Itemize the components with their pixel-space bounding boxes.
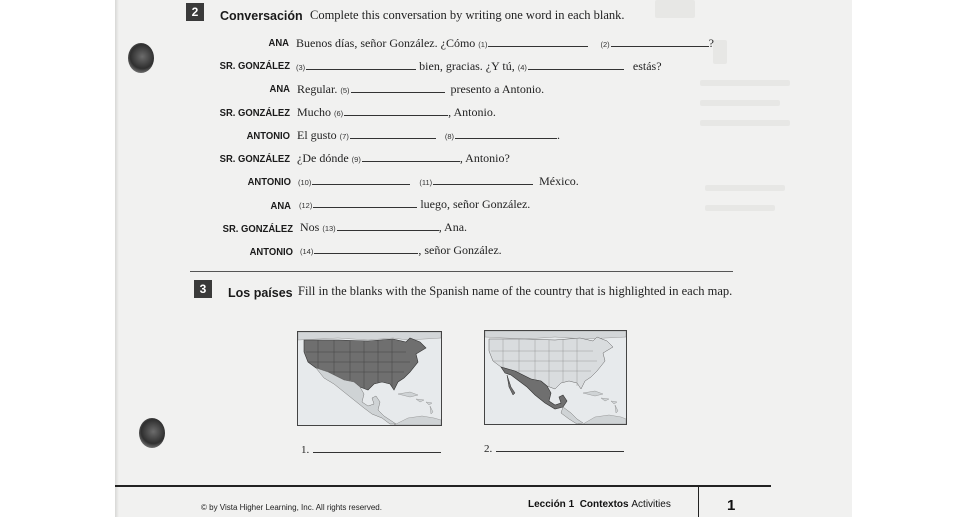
map-answer-2 — [484, 442, 624, 455]
line-text: Nos — [300, 220, 320, 234]
line-text: México. — [539, 174, 579, 188]
copyright-notice: © by Vista Higher Learning, Inc. All rights reserved. — [201, 503, 382, 512]
blank-number: (4) — [517, 63, 527, 72]
answer-blank[interactable] — [528, 59, 624, 70]
answer-number: 1. — [301, 444, 310, 456]
workbook-page — [115, 0, 852, 517]
line-text: Buenos días, señor González. ¿Cómo — [296, 36, 476, 50]
map-answer-1 — [301, 443, 441, 456]
activity-number-badge: 2 — [186, 3, 204, 21]
line-text: ¿De dónde — [297, 151, 349, 165]
answer-blank[interactable] — [362, 151, 460, 162]
bleed-through-mark — [713, 40, 727, 64]
answer-blank[interactable] — [350, 128, 436, 139]
answer-blank[interactable] — [313, 443, 441, 453]
line-text: bien, gracias. ¿Y tú, — [419, 59, 515, 73]
speaker-label: ANTONIO — [247, 176, 291, 188]
activity-instructions: Fill in the blanks with the Spanish name of the country that is highlighted in each map. — [298, 284, 733, 298]
blank-number: (5) — [340, 86, 350, 95]
conversation-line — [297, 105, 496, 120]
section-label: Contextos — [579, 499, 629, 510]
blank-number: (7) — [339, 132, 349, 141]
page-number: 1 — [727, 497, 736, 514]
answer-blank[interactable] — [611, 36, 709, 47]
answer-number: 2. — [484, 443, 493, 455]
answer-blank[interactable] — [488, 36, 588, 47]
map-united-states — [297, 331, 442, 426]
speaker-label: SR. GONZÁLEZ — [222, 223, 293, 235]
blank-number: (12) — [299, 201, 313, 210]
blank-number: (9) — [351, 155, 361, 164]
line-text: , Antonio? — [459, 151, 510, 165]
blank-number: (1) — [478, 40, 488, 49]
blank-number: (3) — [296, 63, 306, 72]
binder-hole — [139, 418, 165, 448]
answer-blank[interactable] — [455, 128, 557, 139]
bleed-through-mark — [700, 120, 790, 126]
conversation-line — [300, 220, 467, 235]
answer-blank[interactable] — [344, 105, 448, 116]
speaker-label: SR. GONZÁLEZ — [219, 153, 290, 165]
answer-blank[interactable] — [351, 82, 445, 93]
speaker-label: ANA — [269, 83, 290, 95]
answer-blank[interactable] — [306, 59, 416, 70]
line-text: luego, señor González. — [420, 197, 531, 211]
conversation-line — [296, 36, 714, 51]
answer-blank[interactable] — [313, 197, 417, 208]
map-mexico — [484, 330, 627, 425]
type-label: Activities — [631, 499, 671, 510]
footer-rule — [115, 485, 771, 487]
answer-blank[interactable] — [337, 220, 439, 231]
footer-lesson — [528, 499, 671, 510]
line-text: , señor González. — [418, 243, 502, 257]
speaker-label: ANA — [270, 200, 291, 212]
line-text: Regular. — [297, 82, 338, 96]
blank-number: (6) — [334, 109, 344, 118]
conversation-line — [297, 128, 560, 143]
blank-number: (11) — [419, 178, 433, 187]
conversation-line — [299, 197, 530, 212]
conversation-line — [298, 174, 579, 189]
bleed-through-mark — [655, 0, 695, 18]
answer-blank[interactable] — [312, 174, 410, 185]
footer-divider — [698, 485, 699, 517]
line-text: presento a Antonio. — [450, 82, 545, 96]
speaker-label: SR. GONZÁLEZ — [219, 60, 290, 72]
speaker-label: ANA — [268, 37, 289, 49]
north-america-map — [485, 331, 626, 424]
bleed-through-mark — [705, 185, 785, 191]
binder-hole — [128, 43, 154, 73]
page-edge — [115, 0, 119, 517]
blank-number: (10) — [298, 178, 312, 187]
line-text: El gusto — [297, 128, 337, 142]
blank-number: (14) — [300, 247, 314, 256]
conversation-line — [300, 243, 502, 258]
north-america-map — [298, 332, 441, 425]
bleed-through-mark — [700, 100, 780, 106]
activity-title: Los países — [228, 286, 293, 300]
speaker-label: ANTONIO — [246, 130, 290, 142]
lesson-label: Lección 1 — [528, 499, 575, 510]
answer-blank[interactable] — [314, 243, 418, 254]
bleed-through-mark — [700, 80, 790, 86]
line-text: estás? — [632, 59, 662, 73]
speaker-label: SR. GONZÁLEZ — [219, 107, 290, 119]
blank-number: (2) — [600, 40, 610, 49]
blank-number: (13) — [322, 224, 336, 233]
left-margin — [0, 0, 115, 517]
section-divider — [190, 271, 733, 272]
conversation-line — [296, 59, 662, 74]
answer-blank[interactable] — [496, 442, 624, 452]
conversation-line — [297, 82, 544, 97]
line-text: , Antonio. — [448, 105, 496, 119]
line-text: . — [557, 128, 561, 142]
activity-title: Conversación — [220, 9, 303, 23]
line-text: Mucho — [297, 105, 331, 119]
conversation-line — [297, 151, 510, 166]
line-text: , Ana. — [438, 220, 468, 234]
line-text: ? — [708, 36, 714, 50]
right-margin — [852, 0, 953, 517]
speaker-label: ANTONIO — [249, 246, 293, 258]
activity-instructions: Complete this conversation by writing one word in each blank. — [310, 8, 625, 22]
answer-blank[interactable] — [433, 174, 533, 185]
blank-number: (8) — [444, 132, 455, 141]
bleed-through-mark — [705, 205, 775, 211]
activity-number-badge: 3 — [194, 280, 212, 298]
